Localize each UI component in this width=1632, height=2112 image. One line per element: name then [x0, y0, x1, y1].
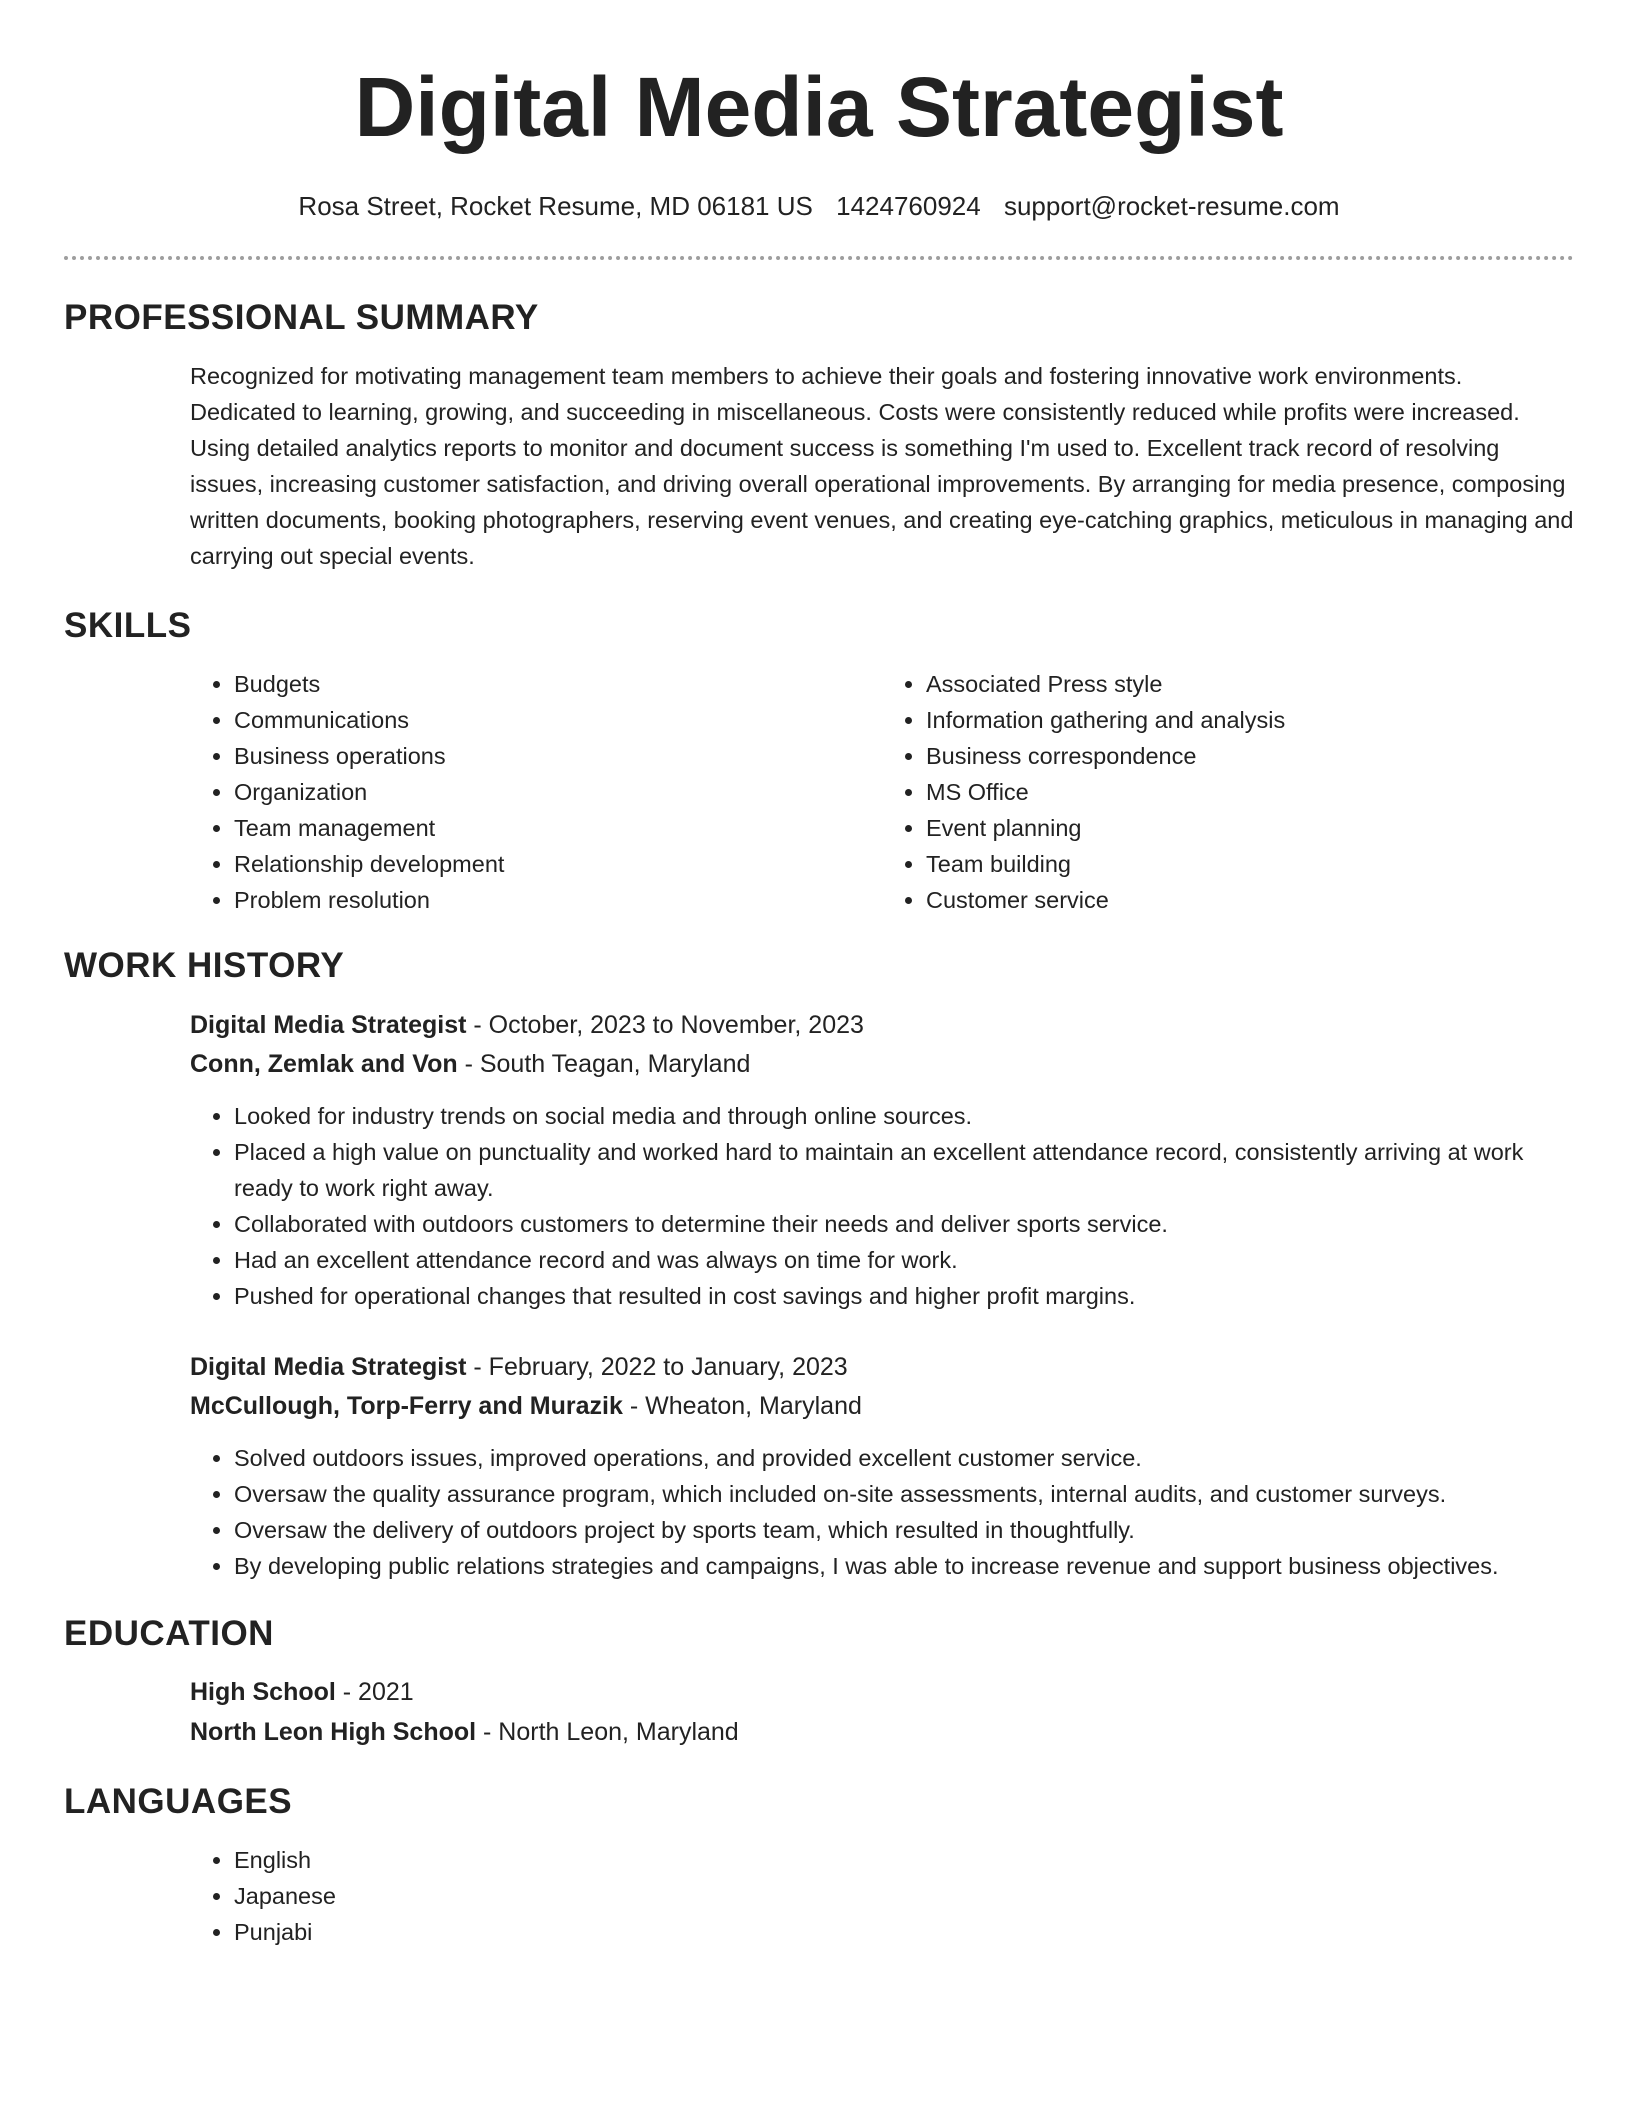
job-bullets: [190, 1440, 1574, 1584]
skill-item: • Problem resolution: [234, 882, 882, 918]
work-section: [64, 944, 1574, 1584]
skills-list-right: [882, 666, 1574, 918]
skill-item: • Communications: [234, 702, 882, 738]
skills-list-left: [190, 666, 882, 918]
contact-email: support@rocket-resume.com: [1003, 191, 1340, 221]
resume-page: [64, 52, 1574, 1950]
education-degree: High School: [190, 1678, 336, 1706]
job-bullet: • Oversaw the quality assurance program, which included on-site assessments, internal audits, and customer surveys.: [234, 1476, 1574, 1512]
skills-grid: [190, 666, 1574, 918]
contact-address: Rosa Street, Rocket Resume, MD 06181 US: [298, 191, 813, 221]
job-company: Conn, Zemlak and Von: [190, 1050, 458, 1078]
summary-text: Recognized for motivating management team members to achieve their goals and fostering innovative work environments. Dedicated to learning, growing, and succeeding in miscellaneous. Costs were consistently reduced while profits were increased. Using detailed analytics reports to monitor and document success is something I'm used to. Excellent track record of resolving issues, increasing customer satisfaction, and driving overall operational improvements. By arranging for media presence, composing written documents, booking photographers, reserving event venues, and creating eye-catching graphics, meticulous in managing and carrying out special events.: [190, 363, 1574, 569]
job-entry: [190, 1006, 1574, 1314]
job-role: Digital Media Strategist: [190, 1353, 467, 1381]
education-school-line: [190, 1712, 1574, 1752]
skills-section: [64, 604, 1574, 918]
job-bullets: [190, 1098, 1574, 1314]
job-location: - South Teagan, Maryland: [457, 1050, 751, 1078]
job-company: McCullough, Torp-Ferry and Murazik: [190, 1392, 623, 1420]
job-bullet: • Looked for industry trends on social media and through online sources.: [234, 1098, 1574, 1134]
education-degree-line: [190, 1672, 1574, 1712]
job-title-line: [190, 1006, 1574, 1045]
skill-item: • Event planning: [926, 810, 1574, 846]
education-year: - 2021: [335, 1678, 414, 1706]
education-section: [64, 1612, 1574, 1752]
job-bullet: • Collaborated with outdoors customers to determine their needs and deliver sports service.: [234, 1206, 1574, 1242]
education-location: - North Leon, Maryland: [476, 1718, 739, 1746]
summary-section: [64, 296, 1574, 574]
job-location: - Wheaton, Maryland: [622, 1392, 862, 1420]
job-dates: - October, 2023 to November, 2023: [466, 1011, 864, 1039]
skill-item: • Customer service: [926, 882, 1574, 918]
languages-body: [190, 1842, 1574, 1950]
job-bullet: • Solved outdoors issues, improved operations, and provided excellent customer service.: [234, 1440, 1574, 1476]
work-body: [190, 1006, 1574, 1584]
language-item: • Japanese: [234, 1878, 1574, 1914]
job-bullet: • Pushed for operational changes that resulted in cost savings and higher profit margins.: [234, 1278, 1574, 1314]
languages-list: [190, 1842, 1574, 1950]
job-bullet: • By developing public relations strategies and campaigns, I was able to increase revenue and support business objectives.: [234, 1548, 1574, 1584]
languages-title: LANGUAGES: [64, 1782, 293, 1821]
languages-section: [64, 1780, 1574, 1950]
skill-item: • Budgets: [234, 666, 882, 702]
language-item: • English: [234, 1842, 1574, 1878]
language-item: • Punjabi: [234, 1914, 1574, 1950]
job-company-line: [190, 1387, 1574, 1426]
skills-body: [190, 666, 1574, 918]
summary-body: [190, 358, 1574, 574]
job-bullet: • Had an excellent attendance record and was always on time for work.: [234, 1242, 1574, 1278]
job-dates: - February, 2022 to January, 2023: [466, 1353, 848, 1381]
education-school: North Leon High School: [190, 1718, 477, 1746]
header-divider: [64, 256, 1574, 260]
job-bullet: • Oversaw the delivery of outdoors project by sports team, which resulted in thoughtfully.: [234, 1512, 1574, 1548]
job-role: Digital Media Strategist: [190, 1011, 467, 1039]
job-bullet: • Placed a high value on punctuality and worked hard to maintain an excellent attendance record, consistently arriving at work ready to work right away.: [234, 1134, 1574, 1206]
skill-item: • Information gathering and analysis: [926, 702, 1574, 738]
education-body: [190, 1672, 1574, 1752]
skill-item: • Business correspondence: [926, 738, 1574, 774]
summary-title: PROFESSIONAL SUMMARY: [64, 298, 539, 337]
skills-title: SKILLS: [64, 606, 192, 645]
job-title-line: [190, 1348, 1574, 1387]
skill-item: • Business operations: [234, 738, 882, 774]
resume-name: Digital Media Strategist: [354, 60, 1284, 154]
skill-item: • Team management: [234, 810, 882, 846]
job-entry: [190, 1348, 1574, 1584]
skill-item: • Team building: [926, 846, 1574, 882]
contact-line: [64, 188, 1574, 224]
education-title: EDUCATION: [64, 1614, 274, 1653]
skill-item: • Relationship development: [234, 846, 882, 882]
job-company-line: [190, 1045, 1574, 1084]
work-title: WORK HISTORY: [64, 946, 345, 985]
skill-item: • MS Office: [926, 774, 1574, 810]
skill-item: • Organization: [234, 774, 882, 810]
contact-phone: 1424760924: [836, 191, 981, 221]
skill-item: • Associated Press style: [926, 666, 1574, 702]
